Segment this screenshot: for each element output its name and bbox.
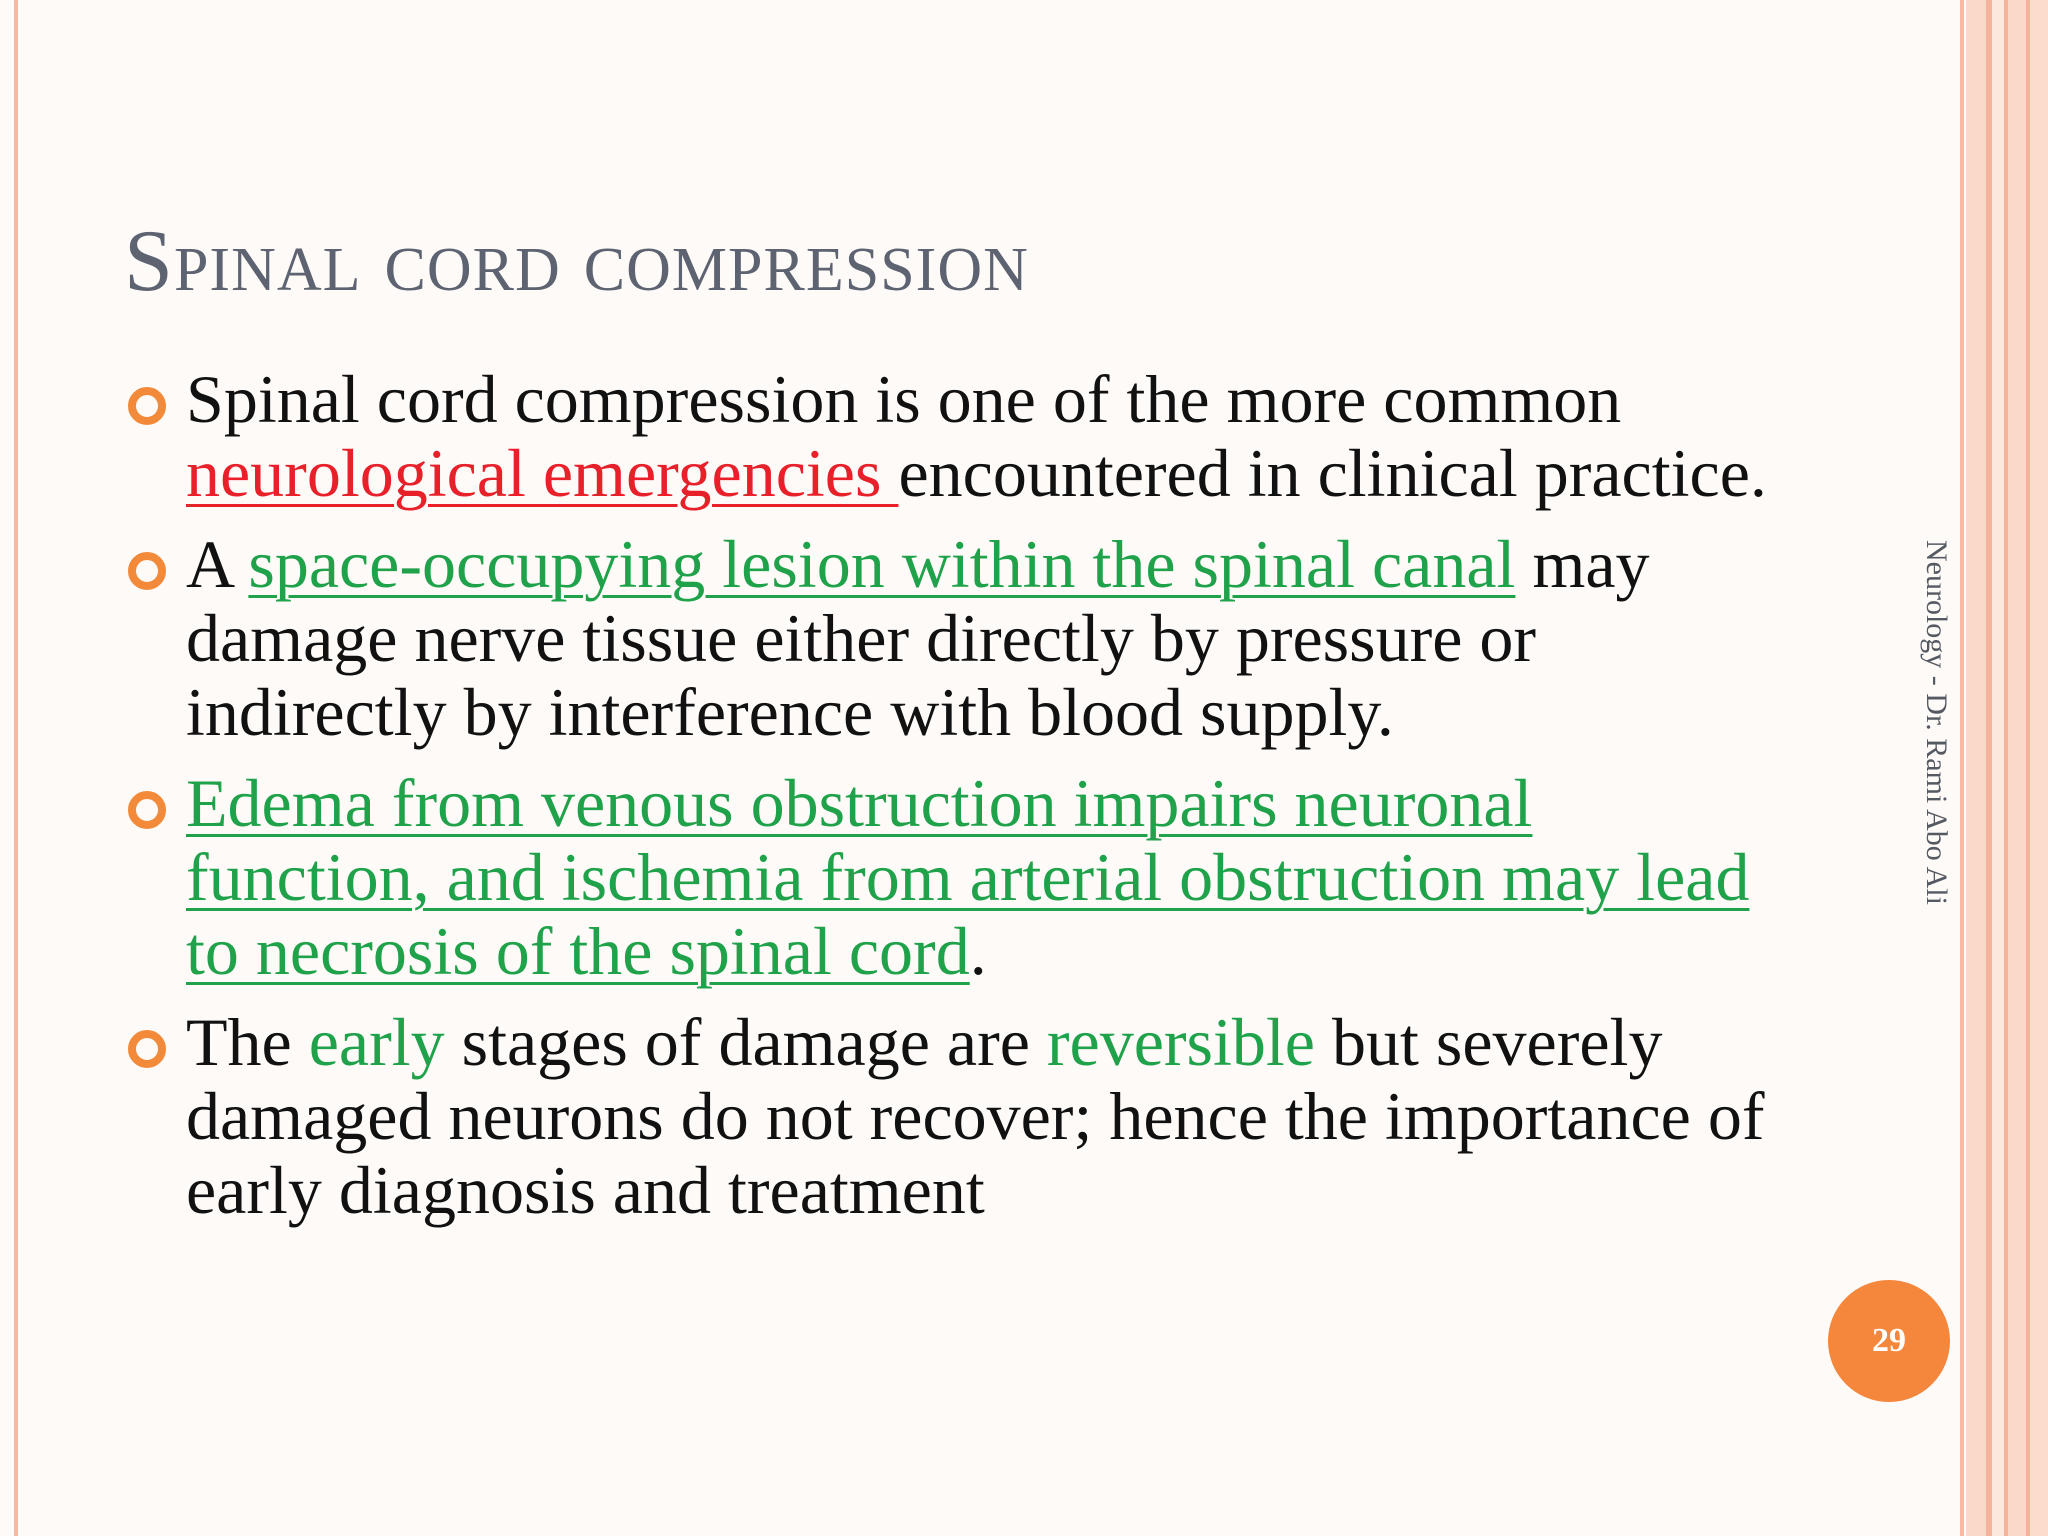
bullet-item bbox=[124, 766, 1784, 988]
bullet-list bbox=[124, 362, 1784, 1244]
emphasis-link-space-occupying-lesion: space-occupying lesion within the spinal canal bbox=[248, 526, 1516, 602]
bullet-text: encountered in clinical practice. bbox=[898, 435, 1767, 511]
bullet-item bbox=[124, 527, 1784, 749]
emphasis-reversible: reversible bbox=[1046, 1004, 1315, 1080]
hollow-circle-bullet-icon bbox=[128, 1030, 166, 1068]
side-caption-author: Neurology - Dr. Rami Abo Ali bbox=[1920, 540, 1953, 905]
bullet-item bbox=[124, 1005, 1784, 1227]
bullet-text: Spinal cord compression is one of the more common bbox=[186, 361, 1622, 437]
left-border-line bbox=[14, 0, 18, 1536]
right-border-band bbox=[1960, 0, 1964, 1536]
right-border-band bbox=[1992, 0, 2004, 1536]
bullet-text: . bbox=[969, 913, 987, 989]
bullet-text: may damage nerve tissue either directly by pressure or indirectly by interference with blood supply. bbox=[186, 526, 1650, 750]
hollow-circle-bullet-icon bbox=[128, 552, 166, 590]
bullet-item bbox=[124, 362, 1784, 510]
right-border-band bbox=[1966, 0, 1986, 1536]
right-border-band bbox=[2030, 0, 2048, 1536]
page-number-badge bbox=[1828, 1280, 1950, 1402]
bullet-text: The bbox=[186, 1004, 309, 1080]
page-number: 29 bbox=[1872, 1322, 1906, 1359]
bullet-text: but severely damaged neurons do not recover; hence the importance of early diagnosis and treatment bbox=[186, 1004, 1765, 1228]
bullet-text: stages of damage are bbox=[444, 1004, 1047, 1080]
hollow-circle-bullet-icon bbox=[128, 791, 166, 829]
emphasis-early: early bbox=[308, 1004, 445, 1080]
emphasis-link-neurological-emergencies: neurological emergencies bbox=[186, 435, 899, 511]
hollow-circle-bullet-icon bbox=[128, 387, 166, 425]
right-border-band bbox=[2008, 0, 2026, 1536]
slide-title: Spinal cord compression bbox=[124, 213, 1029, 310]
bullet-text: A bbox=[186, 526, 249, 602]
emphasis-link-edema: Edema from venous obstruction impairs neuronal function, and ischemia from arterial obstruction may lead to necrosis of the spinal cord bbox=[186, 765, 1750, 989]
